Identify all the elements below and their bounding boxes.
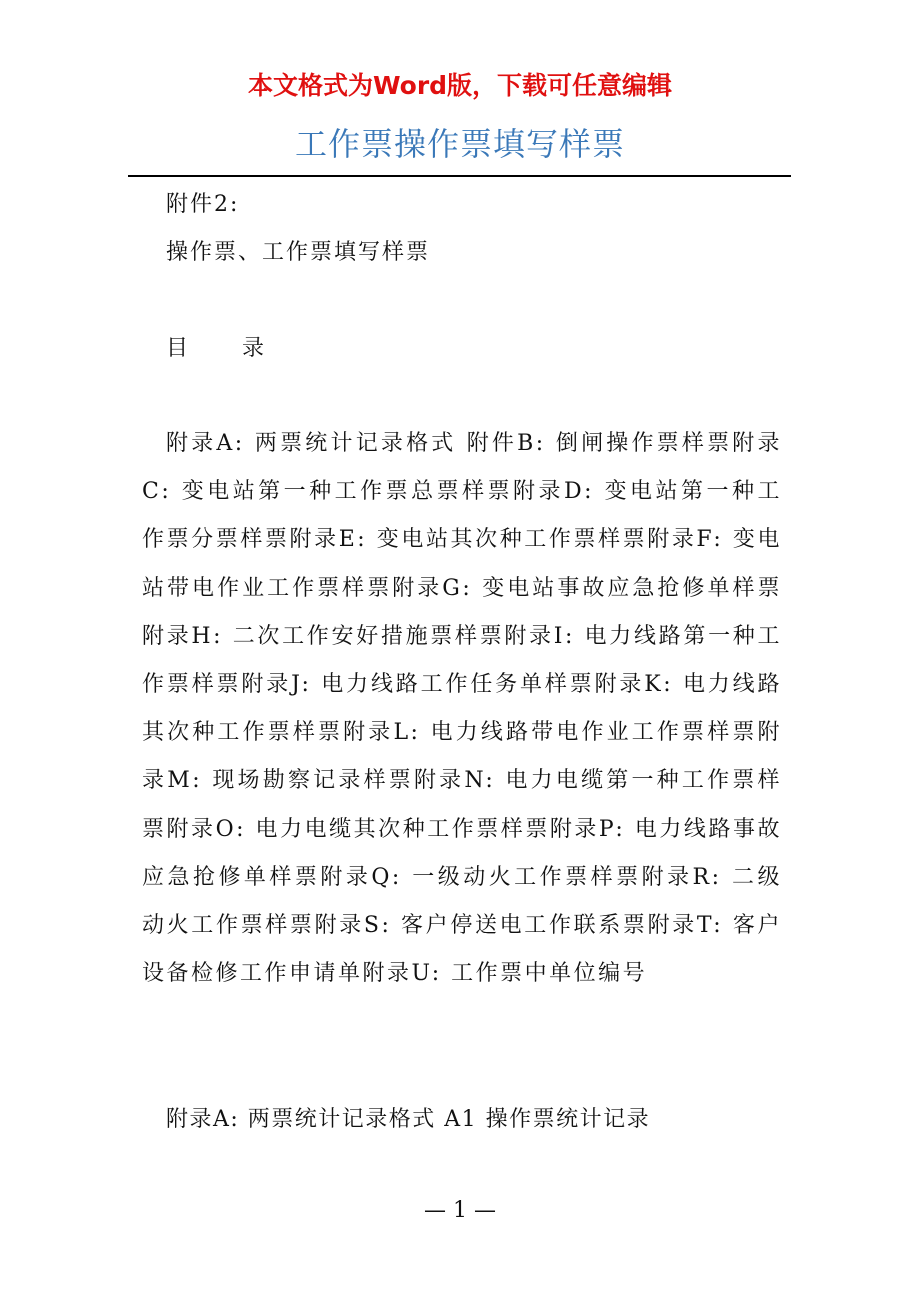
download-banner: 本文格式为Word版，下载可任意编辑: [247, 71, 673, 100]
page-number: — 1 —: [424, 1198, 496, 1223]
toc-heading-left: 目: [166, 336, 189, 361]
toc-heading-right: 录: [242, 336, 265, 361]
table-of-contents: 附录A: 两票统计记录格式 附件B: 倒闸操作票样票附录C: 变电站第一种工作票总票样票附录D: 变电站第一种工作票分票样票附录E: 变电站其次种工作票样票附录F: 变电站带电作业工作票样票附录G: 变电站事故应急抢修单样票附录H: 二次工作安好措施票样票附录I: 电力线路第一种工作票样票附录J: 电力线路工作任务单样票附录K: 电力线路其次种工作票样票附录L: 电力线路带电作业工作票样票附录M: 现场勘察记录样票附录N: 电力电缆第一种工作票样票附录O: 电力电缆其次种工作票样票附录P: 电力线路事故应急抢修单样票附录Q: 一级动火工作票样票附录R: 二级动火工作票样票附录S: 客户停送电工作联系票附录T: 客户设备检修工作申请单附录U: 工作票中单位编号: [142, 431, 782, 987]
document-subtitle: 操作票、工作票填写样票: [166, 240, 431, 265]
appendix-a-heading: 附录A: 两票统计记录格式 A1 操作票统计记录: [166, 1107, 651, 1132]
title-divider: [128, 175, 791, 177]
document-title: 工作票操作票填写样票: [294, 125, 625, 163]
attachment-label: 附件2:: [166, 192, 240, 217]
toc-heading: [166, 334, 264, 364]
